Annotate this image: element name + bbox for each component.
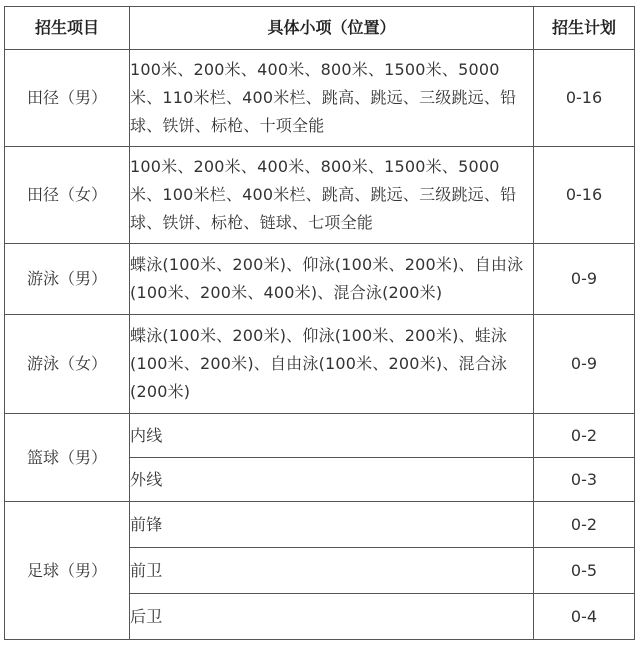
items-cell: 蝶泳(100米、200米)、仰泳(100米、200米)、蛙泳(100米、200米)、自由泳(100米、200米)、混合泳(200米): [130, 315, 534, 414]
recruitment-table-container: [4, 6, 635, 640]
project-cell: 足球（男）: [5, 502, 130, 640]
plan-cell: 0-5: [534, 548, 635, 594]
plan-cell: 0-2: [534, 414, 635, 458]
table-row: [5, 315, 635, 414]
table-row: [5, 147, 635, 244]
items-cell: 内线: [130, 414, 534, 458]
header-items: 具体小项（位置）: [130, 7, 534, 50]
project-cell: 游泳（男）: [5, 244, 130, 315]
items-cell: 前锋: [130, 502, 534, 548]
project-cell: 田径（女）: [5, 147, 130, 244]
plan-cell: 0-9: [534, 244, 635, 315]
plan-cell: 0-3: [534, 458, 635, 502]
header-project: 招生项目: [5, 7, 130, 50]
items-cell: 外线: [130, 458, 534, 502]
items-cell: 前卫: [130, 548, 534, 594]
items-cell: 后卫: [130, 594, 534, 640]
table-row: [5, 50, 635, 147]
plan-cell: 0-4: [534, 594, 635, 640]
table-row: [5, 414, 635, 458]
plan-cell: 0-9: [534, 315, 635, 414]
project-cell: 游泳（女）: [5, 315, 130, 414]
table-header-row: [5, 7, 635, 50]
header-plan: 招生计划: [534, 7, 635, 50]
recruitment-table: [4, 6, 635, 640]
items-cell: 蝶泳(100米、200米)、仰泳(100米、200米)、自由泳(100米、200米、400米)、混合泳(200米): [130, 244, 534, 315]
project-cell: 田径（男）: [5, 50, 130, 147]
plan-cell: 0-16: [534, 50, 635, 147]
items-cell: 100米、200米、400米、800米、1500米、5000米、100米栏、400米栏、跳高、跳远、三级跳远、铅球、铁饼、标枪、链球、七项全能: [130, 147, 534, 244]
plan-cell: 0-16: [534, 147, 635, 244]
table-row: [5, 502, 635, 548]
items-cell: 100米、200米、400米、800米、1500米、5000米、110米栏、400米栏、跳高、跳远、三级跳远、铅球、铁饼、标枪、十项全能: [130, 50, 534, 147]
table-row: [5, 244, 635, 315]
project-cell: 篮球（男）: [5, 414, 130, 502]
plan-cell: 0-2: [534, 502, 635, 548]
